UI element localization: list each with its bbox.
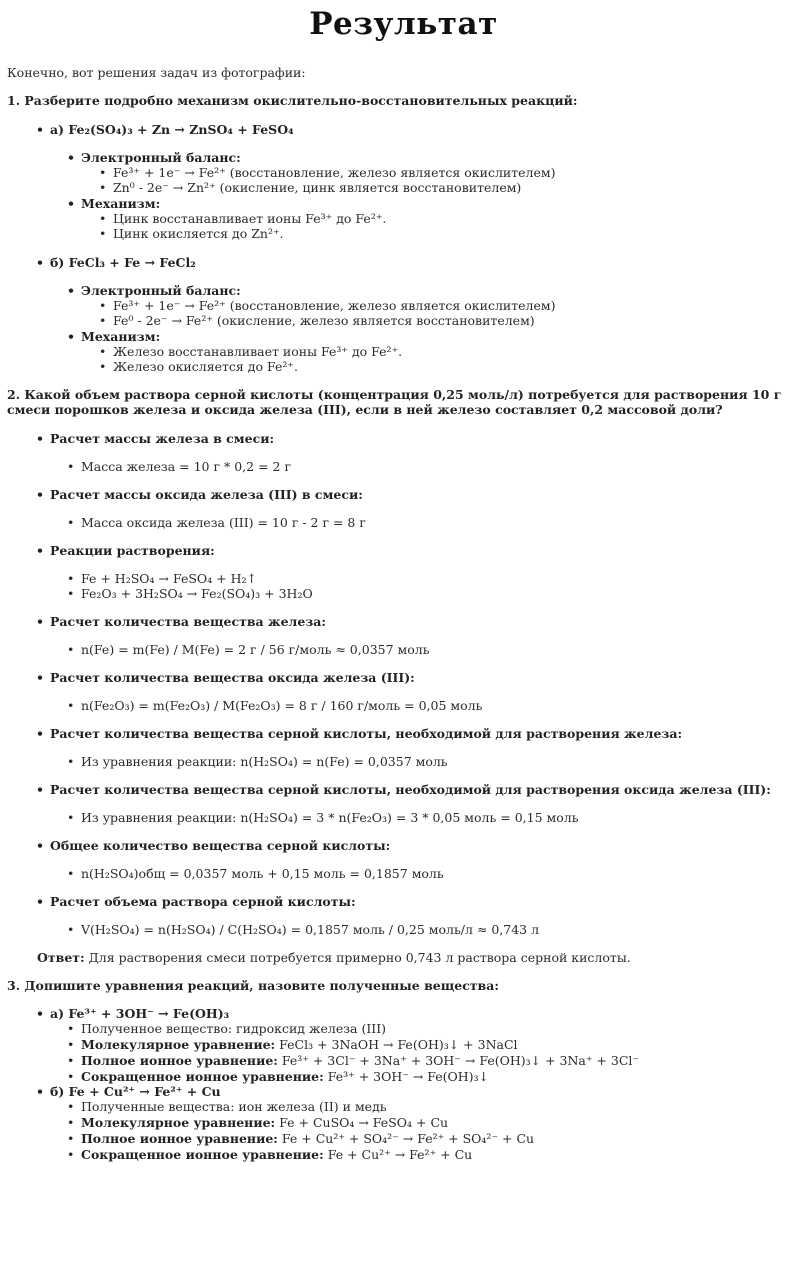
q2-step-label: • Общее количество вещества серной кислоты: — [50, 838, 390, 854]
q1a-title: • а) Fe₂(SO₄)₃ + Zn → ZnSO₄ + FeSO₄ — [50, 122, 294, 138]
q1a-mechanism-item: • Цинк окисляется до Zn²⁺. — [113, 226, 284, 242]
q3b-molecular — [81, 1115, 448, 1131]
q2-step-label: • Расчет массы железа в смеси: — [50, 431, 274, 447]
q2-heading-line-2: смеси порошков железа и оксида железа (III), если в ней железо составляет 0,2 массовой доли? — [7, 402, 723, 417]
q2-step-item: • n(Fe₂O₃) = m(Fe₂O₃) / M(Fe₂O₃) = 8 г / 160 г/моль = 0,05 моль — [81, 698, 482, 714]
q2-step-item: • n(H₂SO₄)общ = 0,0357 моль + 0,15 моль = 0,1857 моль — [81, 866, 444, 882]
equation-label: Полное ионное уравнение: — [81, 1131, 278, 1146]
equation-label: Молекулярное уравнение: — [81, 1115, 276, 1130]
q1b-balance-item: • Fe³⁺ + 1e⁻ → Fe²⁺ (восстановление, железо является окислителем) — [113, 298, 555, 314]
q1b-mechanism-label: • Механизм: — [81, 329, 160, 345]
q1a-balance-item: • Fe³⁺ + 1e⁻ → Fe²⁺ (восстановление, железо является окислителем) — [113, 165, 555, 181]
q2-step-item: • Масса железа = 10 г * 0,2 = 2 г — [81, 459, 291, 475]
equation-text: Fe + CuSO₄ → FeSO₄ + Cu — [275, 1115, 449, 1130]
q1-heading: 1. Разберите подробно механизм окислительно-восстановительных реакций: — [7, 93, 578, 108]
q1a-balance-label: • Электронный баланс: — [81, 150, 241, 166]
q3a-product: • Полученное вещество: гидроксид железа (III) — [81, 1021, 386, 1037]
q2-step-item: • Масса оксида железа (III) = 10 г - 2 г = 8 г — [81, 515, 366, 531]
q3-heading: 3. Допишите уравнения реакций, назовите полученные вещества: — [7, 978, 499, 993]
q1b-mechanism-item: • Железо восстанавливает ионы Fe³⁺ до Fe²⁺. — [113, 344, 402, 360]
q2-step-item: • Fe + H₂SO₄ → FeSO₄ + H₂↑ — [81, 571, 257, 587]
equation-text: Fe + Cu²⁺ → Fe²⁺ + Cu — [323, 1147, 473, 1162]
q3a-short-ionic — [81, 1069, 489, 1085]
q1a-mechanism-item: • Цинк восстанавливает ионы Fe³⁺ до Fe²⁺. — [113, 211, 386, 227]
q3a-full-ionic — [81, 1053, 639, 1069]
equation-label: Сокращенное ионное уравнение: — [81, 1069, 324, 1084]
q3b-full-ionic — [81, 1131, 534, 1147]
intro-text: Конечно, вот решения задач из фотографии: — [7, 65, 306, 80]
page-title: Результат — [309, 6, 498, 42]
q3b-short-ionic — [81, 1147, 472, 1163]
q2-step-item: • Из уравнения реакции: n(H₂SO₄) = 3 * n(Fe₂O₃) = 3 * 0,05 моль = 0,15 моль — [81, 810, 579, 826]
q2-step-label: • Расчет количества вещества железа: — [50, 614, 326, 630]
q2-step-item: • V(H₂SO₄) = n(H₂SO₄) / C(H₂SO₄) = 0,1857 моль / 0,25 моль/л ≈ 0,743 л — [81, 922, 539, 938]
q2-step-label: • Реакции растворения: — [50, 543, 215, 559]
q3a-title: • а) Fe³⁺ + 3OH⁻ → Fe(OH)₃ — [50, 1006, 229, 1022]
equation-text: Fe³⁺ + 3Cl⁻ + 3Na⁺ + 3OH⁻ → Fe(OH)₃↓ + 3Na⁺ + 3Cl⁻ — [277, 1053, 639, 1068]
q1b-mechanism-item: • Железо окисляется до Fe²⁺. — [113, 359, 298, 375]
q3b-product: • Полученные вещества: ион железа (II) и медь — [81, 1099, 387, 1115]
q2-step-label: • Расчет массы оксида железа (III) в смеси: — [50, 487, 363, 503]
equation-text: FeCl₃ + 3NaOH → Fe(OH)₃↓ + 3NaCl — [275, 1037, 518, 1052]
q2-step-item: • Fe₂O₃ + 3H₂SO₄ → Fe₂(SO₄)₃ + 3H₂O — [81, 586, 313, 602]
q2-answer — [37, 950, 631, 966]
answer-label: Ответ: — [37, 950, 85, 965]
q2-step-label: • Расчет количества вещества серной кислоты, необходимой для растворения оксида железа (III): — [50, 782, 771, 798]
q2-step-item: • Из уравнения реакции: n(H₂SO₄) = n(Fe) = 0,0357 моль — [81, 754, 448, 770]
equation-text: Fe³⁺ + 3OH⁻ → Fe(OH)₃↓ — [323, 1069, 490, 1084]
q1a-balance-item: • Zn⁰ - 2e⁻ → Zn²⁺ (окисление, цинк является восстановителем) — [113, 180, 521, 196]
q1b-title: • б) FeCl₃ + Fe → FeCl₂ — [50, 255, 196, 271]
q1b-balance-item: • Fe⁰ - 2e⁻ → Fe²⁺ (окисление, железо является восстановителем) — [113, 313, 535, 329]
q1a-mechanism-label: • Механизм: — [81, 196, 160, 212]
q2-step-item: • n(Fe) = m(Fe) / M(Fe) = 2 г / 56 г/моль ≈ 0,0357 моль — [81, 642, 430, 658]
q3a-molecular — [81, 1037, 518, 1053]
q2-step-label: • Расчет объема раствора серной кислоты: — [50, 894, 356, 910]
equation-label: Сокращенное ионное уравнение: — [81, 1147, 324, 1162]
answer-text: Для растворения смеси потребуется примерно 0,743 л раствора серной кислоты. — [84, 950, 631, 965]
q1b-balance-label: • Электронный баланс: — [81, 283, 241, 299]
equation-label: Молекулярное уравнение: — [81, 1037, 276, 1052]
equation-text: Fe + Cu²⁺ + SO₄²⁻ → Fe²⁺ + SO₄²⁻ + Cu — [277, 1131, 535, 1146]
q2-step-label: • Расчет количества вещества оксида железа (III): — [50, 670, 415, 686]
equation-label: Полное ионное уравнение: — [81, 1053, 278, 1068]
q2-heading-line-1: 2. Какой объем раствора серной кислоты (концентрация 0,25 моль/л) потребуется для растворения 10 г — [7, 387, 782, 402]
q3b-title: • б) Fe + Cu²⁺ → Fe²⁺ + Cu — [50, 1084, 221, 1100]
q2-step-label: • Расчет количества вещества серной кислоты, необходимой для растворения железа: — [50, 726, 682, 742]
